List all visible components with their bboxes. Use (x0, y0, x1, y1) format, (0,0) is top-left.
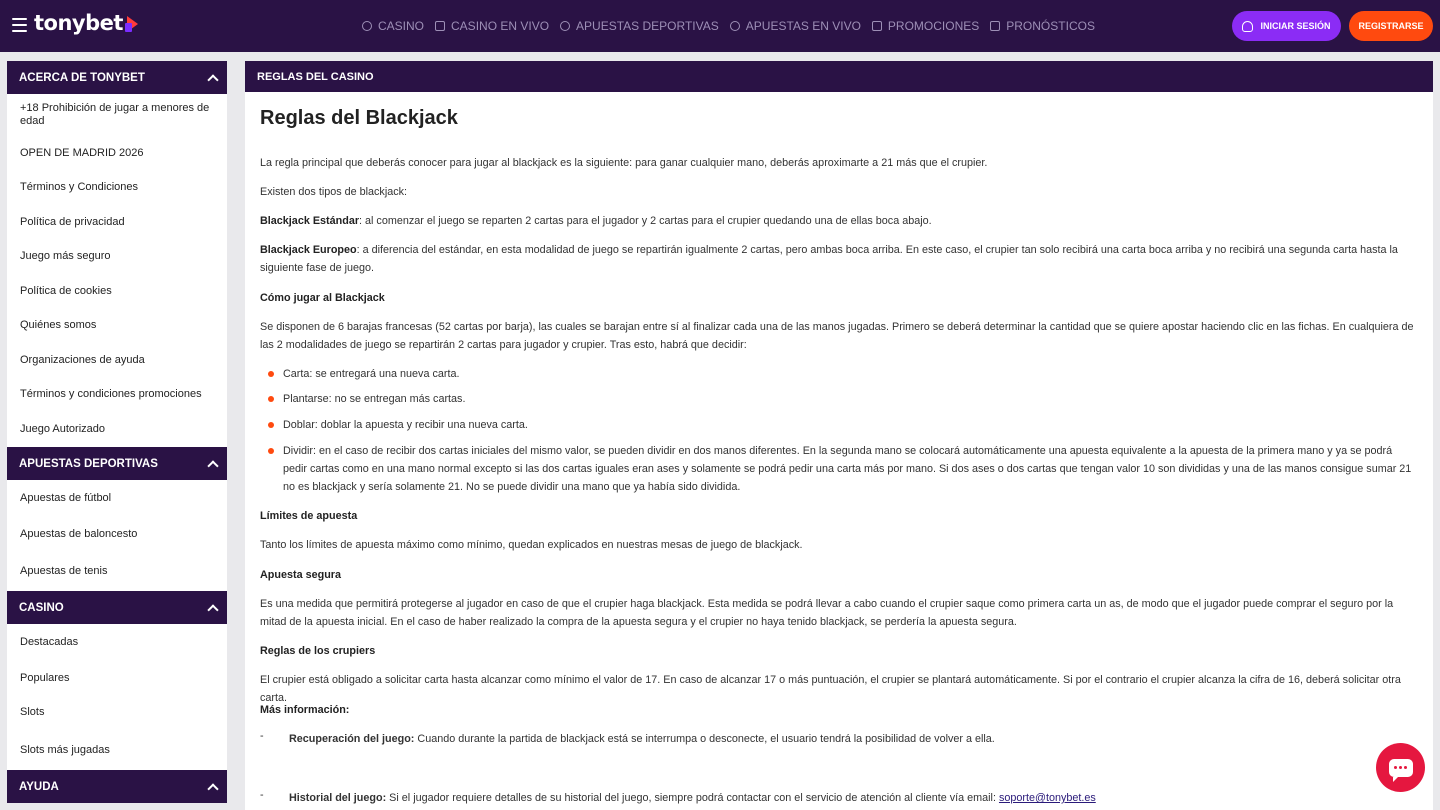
chevron-up-icon (207, 460, 218, 471)
nav-live-casino[interactable] (435, 19, 549, 33)
nav-label: CASINO (378, 19, 425, 33)
register-button[interactable] (1349, 11, 1433, 41)
sidebar-item-slots[interactable] (7, 695, 227, 730)
sidebar-item-privacy[interactable] (7, 205, 227, 239)
list-item-text: Doblar: doblar la apuesta y recibir una nueva carta. (283, 419, 528, 431)
more-title (260, 701, 1418, 719)
sidebar-item-label: Apuestas de tenis (20, 564, 108, 577)
more-title-text: Más información: (260, 704, 350, 716)
standard-text: : al comenzar el juego se reparten 2 cartas para el jugador y 2 cartas para el crupier quedando una de ellas boca abajo. (359, 215, 932, 227)
sidebar-item-label: Términos y Condiciones (20, 181, 138, 193)
history-label: Historial del juego: (289, 792, 387, 804)
nav-label: PROMOCIONES (887, 19, 980, 33)
sidebar-item-label: Apuestas de baloncesto (20, 527, 138, 540)
sidebar-item-open-madrid[interactable] (7, 136, 227, 170)
insurance-title-text: Apuesta segura (260, 569, 342, 581)
recovery-text: Cuando durante la partida de blackjack está se interrumpa o desconecte, el usuario tendrá la posibilidad de volver a ella. (414, 733, 995, 745)
dash-marker: - (260, 730, 264, 742)
list-item-text: Carta: se entregará una nueva carta. (283, 368, 460, 380)
sidebar-item-label: Populares (20, 671, 70, 684)
list-item (283, 416, 1418, 434)
dealer-title-text: Reglas de los crupiers (260, 645, 376, 657)
insurance-title (260, 566, 1418, 584)
sidebar-item-football[interactable] (7, 480, 227, 517)
european-text: : a diferencia del estándar, en esta modalidad de juego se repartirán igualmente 2 cartas, pero ambas boca arriba. En este caso, el crupier tan solo recibirá una carta boca arriba y no recibirá una segunda carta hasta la siguiente fase de juego. (260, 244, 1398, 274)
how-title (260, 289, 1418, 307)
sidebar-item-age-restriction[interactable] (7, 94, 227, 136)
live-casino-icon (435, 21, 445, 31)
sidebar-section-casino[interactable] (7, 591, 227, 624)
sidebar-item-about-us[interactable] (7, 308, 227, 343)
dealer-text: El crupier está obligado a solicitar carta hasta alcanzar como mínimo el valor de 17. En caso de alcanzar 17 o más puntuación, el crupier se plantará automáticamente. Si por el contrario el crupier alcanza la cifra de 16, deberá solicitar otra carta. (260, 674, 1401, 704)
european-label: Blackjack Europeo (260, 244, 357, 256)
sidebar-item-label: Organizaciones de ayuda (20, 353, 145, 366)
sidebar-item-label: Quiénes somos (20, 319, 97, 331)
nav-label: APUESTAS EN VIVO (745, 19, 861, 33)
chat-bubble-icon (1389, 759, 1413, 777)
sidebar-list-about (7, 94, 227, 447)
nav-label: CASINO EN VIVO (451, 19, 550, 33)
logo[interactable] (34, 11, 140, 35)
main-header (245, 61, 1433, 92)
sidebar-item-terms[interactable] (7, 170, 227, 205)
live-bet-icon (730, 21, 740, 31)
sidebar-item-help-orgs[interactable] (7, 343, 227, 377)
sidebar-item-label: OPEN DE MADRID 2026 (20, 146, 144, 159)
list-item (283, 390, 1418, 408)
bullet-icon (268, 371, 274, 377)
sidebar-item-basketball[interactable] (7, 517, 227, 551)
nav-sports-betting[interactable] (560, 19, 719, 33)
chevron-up-icon (207, 783, 218, 794)
history-item (289, 789, 1096, 807)
logo-mark-icon (125, 15, 140, 32)
menu-icon[interactable] (12, 18, 27, 32)
sidebar (7, 61, 227, 810)
sidebar-item-label: Slots más jugadas (20, 743, 110, 756)
sidebar-list-casino (7, 624, 227, 770)
sidebar-item-popular[interactable] (7, 661, 227, 695)
sidebar-item-cookies[interactable] (7, 274, 227, 308)
sidebar-item-label: Juego Autorizado (20, 423, 106, 435)
sidebar-item-label: Política de privacidad (20, 215, 125, 228)
insurance-text: Es una medida que permitirá protegerse al jugador en caso de que el crupier haga blackjack. Esta medida se podrá llevar a cabo cuando el crupier saque como primera carta un as, de modo que el jugador puede comprar el seguro por la mitad de la apuesta inicial. En el caso de haber realizado la compra de la apuesta segura y el crupier no haya tenido blackjack, se perdería la apuesta segura. (260, 598, 1394, 628)
sidebar-item-label: Términos y condiciones promociones (20, 388, 202, 400)
casino-chip-icon (362, 21, 372, 31)
list-item-text: Dividir: en el caso de recibir dos cartas iniciales del mismo valor, se pueden dividir en dos manos diferentes. En la segunda mano se colocará automáticamente una apuesta equivalente a la apuesta de la primera mano y ya se podrá pedir cartas como en una mano normal excepto si las dos cartas iguales eran ases y solamente se podrá pedir una carta más por mano. Si dos ases o dos cartas que tengan valor 10 son divididas y una de las manos consigue sumar 21 no es blackjack y sería solamente 21. No se puede dividir una mano que ya había sido dividida. (283, 445, 1412, 493)
nav-promotions[interactable] (872, 19, 979, 33)
login-button[interactable] (1232, 11, 1341, 41)
register-label: REGISTRARSE (1358, 21, 1424, 31)
sidebar-section-help[interactable] (7, 770, 227, 803)
prediction-icon (990, 21, 1000, 31)
how-text: Se disponen de 6 barajas francesas (52 cartas por barja), las cuales se barajan entre sí al finalizar cada una de las manos jugadas. Primero se deberá determinar la cantidad que se quiere apostar haciendo clic en las fichas. En cualquiera de las 2 modalidades de juego se repartirán 2 cartas para jugador y crupier. Tras esto, habrá que decidir: (260, 321, 1414, 351)
section-title: AYUDA (19, 780, 59, 793)
section-title: CASINO (19, 601, 64, 614)
history-text: Si el jugador requiere detalles de su historial del juego, siempre podrá contactar con el servicio de atención al cliente vía email: (386, 792, 999, 804)
sidebar-item-label: Política de cookies (20, 284, 112, 297)
sidebar-item-label: Slots (20, 706, 45, 718)
section-title: APUESTAS DEPORTIVAS (19, 457, 158, 470)
dash-marker: - (260, 789, 264, 801)
main-nav (362, 0, 1106, 52)
intro-text: La regla principal que deberás conocer para jugar al blackjack es la siguiente: para ganar cualquier mano, deberás aproximarte a 21 más que el crupier. (260, 157, 988, 169)
support-email-link[interactable]: soporte@tonybet.es (998, 792, 1096, 804)
sidebar-item-label: Apuestas de fútbol (20, 492, 112, 504)
gift-icon (872, 21, 882, 31)
section-title: ACERCA DE TONYBET (19, 71, 145, 84)
limits-text: Tanto los límites de apuesta máximo como mínimo, quedan explicados en nuestras mesas de juego de blackjack. (260, 539, 803, 551)
user-icon (1242, 21, 1253, 32)
limits-title-text: Límites de apuesta (260, 510, 358, 522)
sidebar-item-safer-gambling[interactable] (7, 239, 227, 274)
nav-label: APUESTAS DEPORTIVAS (576, 19, 719, 33)
sidebar-item-tennis[interactable] (7, 551, 227, 591)
nav-predictions[interactable] (990, 19, 1095, 33)
list-item (283, 365, 1418, 383)
how-title-text: Cómo jugar al Blackjack (260, 292, 385, 304)
sidebar-item-top-slots[interactable] (7, 730, 227, 770)
sidebar-item-label: Destacadas (20, 636, 79, 648)
login-label: INICIAR SESIÓN (1260, 21, 1331, 31)
chevron-up-icon (207, 604, 218, 615)
european-paragraph (260, 241, 1418, 277)
nav-live-betting[interactable] (730, 19, 861, 33)
standard-label: Blackjack Estándar (260, 215, 360, 227)
list-item (283, 442, 1418, 496)
sidebar-item-promo-terms[interactable] (7, 377, 227, 412)
main-header-label: REGLAS DEL CASINO (257, 70, 374, 83)
soccer-ball-icon (560, 21, 570, 31)
sidebar-list-sports (7, 480, 227, 591)
sidebar-section-about[interactable] (7, 61, 227, 94)
bullet-icon (268, 422, 274, 428)
standard-paragraph (260, 212, 1418, 230)
bullet-icon (268, 448, 274, 454)
sidebar-item-featured[interactable] (7, 624, 227, 661)
sidebar-item-label: +18 Prohibición de jugar a menores de edad (20, 102, 210, 127)
limits-title (260, 507, 1418, 525)
top-bar (0, 0, 1440, 52)
types-intro: Existen dos tipos de blackjack: (260, 186, 408, 198)
sidebar-section-sports[interactable] (7, 447, 227, 480)
nav-casino[interactable] (362, 19, 424, 33)
chat-button[interactable] (1376, 743, 1425, 792)
main-content (245, 61, 1433, 810)
dealer-title (260, 642, 1418, 660)
recovery-label: Recuperación del juego: (289, 733, 415, 745)
nav-label: PRONÓSTICOS (1006, 19, 1095, 33)
bullet-icon (268, 396, 274, 402)
page-title: Reglas del Blackjack (260, 107, 458, 129)
sidebar-item-label: Juego más seguro (20, 250, 111, 262)
logo-text: tonybet (34, 11, 123, 35)
sidebar-item-authorized[interactable] (7, 412, 227, 447)
list-item-text: Plantarse: no se entregan más cartas. (283, 393, 466, 405)
chevron-up-icon (207, 74, 218, 85)
recovery-item (289, 730, 995, 748)
